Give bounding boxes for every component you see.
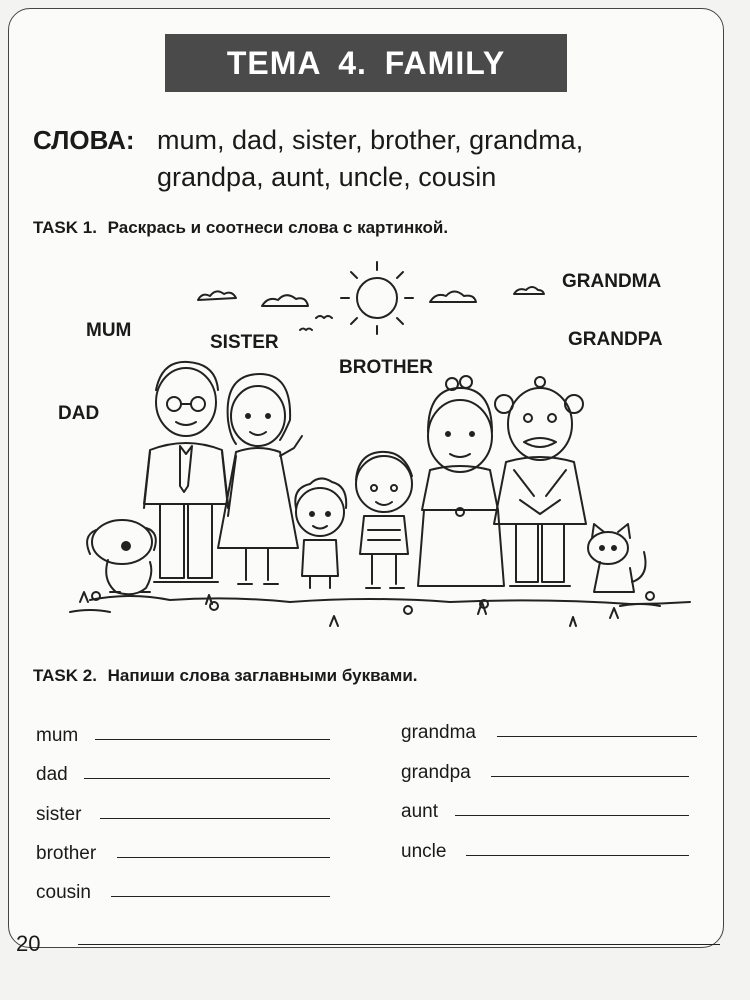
cat-icon — [588, 524, 646, 592]
task1-number: TASK 1. — [33, 218, 97, 237]
grandma-figure — [418, 376, 504, 586]
label-sister: SISTER — [210, 332, 279, 353]
label-dad: DAD — [58, 403, 100, 424]
cloud-icon — [514, 287, 544, 294]
mum-figure — [218, 374, 302, 584]
page-number: 20 — [16, 931, 41, 956]
grandpa-figure — [494, 377, 586, 586]
label-brother: BROTHER — [339, 357, 433, 378]
cloud-icon — [198, 291, 236, 300]
words-line-1: mum, dad, sister, brother, grandma, — [157, 125, 584, 155]
write-line[interactable] — [117, 857, 330, 858]
word-item: cousin — [36, 882, 91, 903]
write-line[interactable] — [100, 818, 330, 819]
write-line[interactable] — [491, 776, 689, 777]
write-line[interactable] — [455, 815, 689, 816]
task2-instruction: Напиши слова заглавными буквами. — [107, 666, 418, 685]
sister-figure — [295, 478, 346, 588]
word-item: grandpa — [401, 762, 471, 783]
write-line[interactable] — [497, 736, 697, 737]
task2-heading — [33, 666, 418, 686]
words-line-2: grandpa, aunt, uncle, cousin — [157, 162, 497, 192]
write-line[interactable] — [111, 896, 330, 897]
word-item: mum — [36, 725, 79, 746]
write-line[interactable] — [466, 855, 689, 856]
write-line[interactable] — [95, 739, 330, 740]
word-item: uncle — [401, 841, 447, 862]
write-line[interactable] — [84, 778, 330, 779]
label-mum: MUM — [86, 320, 132, 341]
word-item: grandma — [401, 722, 476, 743]
sun-icon — [341, 262, 413, 334]
brother-figure — [356, 452, 412, 588]
footer-rule — [78, 944, 720, 945]
bird-icon — [316, 316, 332, 318]
words-label: СЛОВА: — [33, 125, 135, 155]
cloud-icon — [262, 295, 308, 306]
bird-icon — [300, 329, 312, 331]
word-item: sister — [36, 804, 82, 825]
word-item: brother — [36, 843, 97, 864]
dad-figure — [144, 362, 228, 582]
word-item: aunt — [401, 801, 438, 822]
dog-icon — [87, 520, 156, 594]
task2-number: TASK 2. — [33, 666, 97, 685]
cloud-icon — [430, 292, 476, 303]
word-item: dad — [36, 764, 68, 785]
label-grandma: GRANDMA — [562, 271, 662, 292]
page-title: TEMA 4. FAMILY — [165, 34, 567, 92]
task1-instruction: Раскрась и соотнеси слова с картинкой. — [107, 218, 449, 237]
label-grandpa: GRANDPA — [568, 329, 663, 350]
